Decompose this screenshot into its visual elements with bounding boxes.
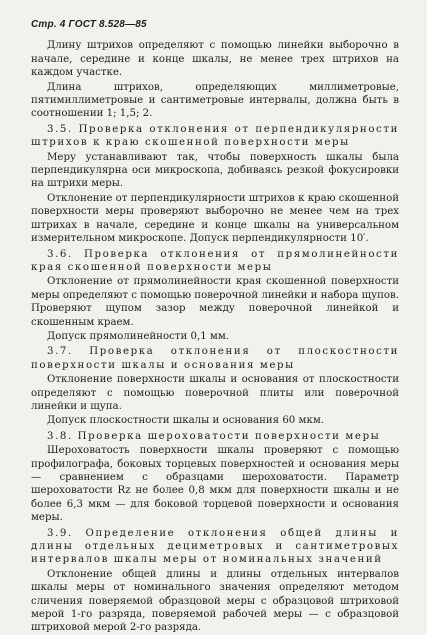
section-heading-3-9: 3.9. Определение отклонения общей длины и длины отдельных дециметровых и сантиметровых интервалов шкалы меры от номинальных значений (31, 527, 399, 566)
section-heading-3-8: 3.8. Проверка шероховатости поверхности меры (47, 430, 381, 442)
paragraph: Допуск плоскостности шкалы и основания 60 мкм. (47, 415, 324, 427)
section-heading-3-5: 3.5. Проверка отклонения от перпендикулярности штрихов к краю скошенной поверхности меры (31, 123, 399, 149)
paragraph: Отклонение от перпендикулярности штрихов к краю скошенной поверхности меры проверяют выборочно не менее чем на трех штрихах в начале, середине и конце шкалы на универсальном измерительном микроскопе. Допуск перпендикулярности 10′. (31, 192, 399, 245)
paragraph: Шероховатость поверхности шкалы проверяют с помощью профилографа, боковых торцевых поверхностей и основания меры — сравнением с образцами шероховатости. Параметр шероховатости Rz не более 0,8 мкм для поверхности шкалы и не более 6,3 мкм — для боковой торцевой поверхности и основания меры. (31, 445, 399, 524)
section-heading-3-6: 3.6. Проверка отклонения от прямолинейности края скошенной поверхности меры (31, 248, 399, 273)
section-heading-3-7: 3.7. Проверка отклонения от плоскостности поверхности шкалы и основания меры (31, 346, 399, 371)
paragraph: Допуск прямолинейности 0,1 мм. (47, 330, 229, 342)
paragraph: Длину штрихов определяют с помощью линейки выборочно в начале, середине и конце шкалы, не менее трех штрихов на каждом участке. (31, 40, 399, 79)
paragraph: Отклонение общей длины и длины отдельных интервалов шкалы меры от номинального значения определяют методом сличения поверяемой образцовой меры с образцовой штриховой мерой 1-го разряда, поверяемой рабочей меры — с образцовой штриховой мерой 2-го разряда. (31, 568, 399, 634)
paragraph: Отклонение поверхности шкалы и основания от плоскостности определяют с помощью поверочной плиты или поверочной линейки и щупа. (31, 374, 399, 412)
page-header: Стр. 4 ГОСТ 8.528—85 (31, 19, 147, 30)
paragraph: Длина штрихов, определяющих миллиметровые, пятимиллиметровые и сантиметровые интервалы, должна быть в соотношении 1; 1,5; 2. (31, 81, 399, 120)
paragraph: Меру устанавливают так, чтобы поверхность шкалы была перпендикулярна оси микроскопа, добиваясь резкой фокусировки на штрихи меры. (31, 151, 399, 190)
paragraph: Отклонение от прямолинейности края скошенной поверхности меры определяют с помощью поверочной линейки и набора щупов. Проверяют щупом зазор между поверочной линейкой и скошенным краем. (31, 276, 399, 328)
